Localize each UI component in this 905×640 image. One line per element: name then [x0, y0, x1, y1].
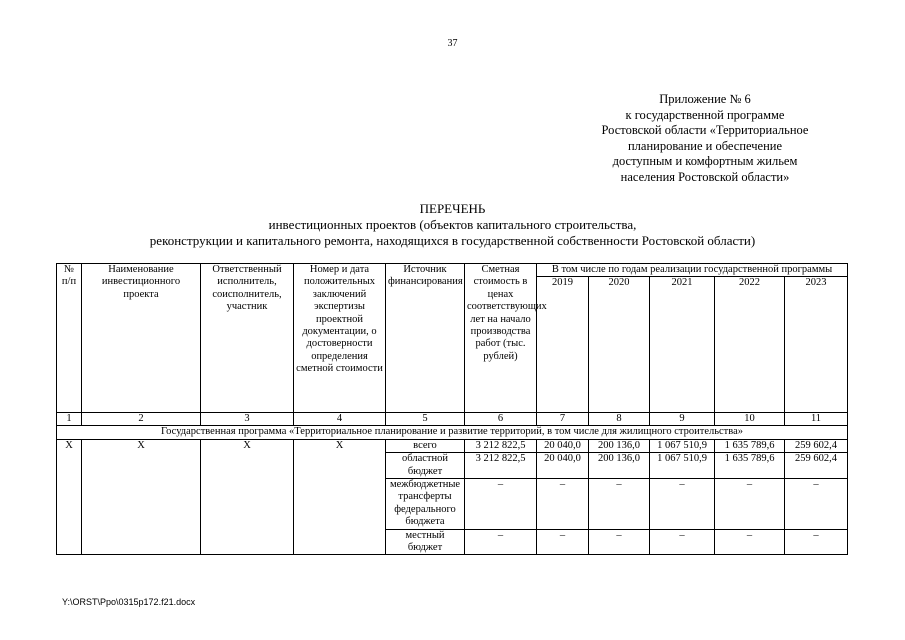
column-number: 5	[386, 413, 465, 426]
header-funding-source: Источник финансирования	[386, 264, 465, 413]
header-executor: Ответственный исполнитель, соисполнитель, участник	[201, 264, 294, 413]
funding-source-cell: областной бюджет	[386, 453, 465, 479]
column-numbers-row	[57, 413, 848, 426]
total-cost-cell: 3 212 822,5	[465, 453, 537, 479]
appendix-line: населения Ростовской области»	[620, 169, 790, 184]
year-value-cell: –	[715, 529, 785, 555]
row-number-cell: Х	[57, 439, 82, 555]
year-value-cell: 1 067 510,9	[650, 453, 715, 479]
investment-projects-table	[56, 263, 848, 555]
table-row	[57, 439, 848, 452]
header-row-1	[57, 264, 848, 277]
header-years-group: В том числе по годам реализации государственной программы	[537, 264, 848, 277]
appendix-line: Приложение № 6	[659, 92, 751, 106]
column-number: 4	[294, 413, 386, 426]
column-number: 6	[465, 413, 537, 426]
header-year: 2021	[650, 277, 715, 413]
funding-source-cell: всего	[386, 439, 465, 452]
expertise-cell: Х	[294, 439, 386, 555]
document-title	[0, 201, 905, 249]
year-value-cell: –	[537, 529, 589, 555]
column-number: 9	[650, 413, 715, 426]
appendix-line: доступным и комфортным жильем	[612, 154, 798, 168]
year-value-cell: –	[589, 529, 650, 555]
appendix-line: Ростовской области «Территориальное	[601, 123, 809, 137]
year-value-cell: –	[785, 529, 848, 555]
title-line: реконструкции и капитального ремонта, находящихся в государственной собственности Ростовской области)	[149, 233, 756, 248]
total-cost-cell: –	[465, 529, 537, 555]
funding-source-cell: межбюджетные трансферты федерального бюджета	[386, 479, 465, 530]
column-number: 8	[589, 413, 650, 426]
header-project-name: Наименование инвестиционного проекта	[82, 264, 201, 413]
project-name-cell: Х	[82, 439, 201, 555]
section-title: Государственная программа «Территориальное планирование и развитие территорий, в том числе для жилищного строительства»	[57, 426, 848, 439]
column-number: 1	[57, 413, 82, 426]
title-line: инвестиционных проектов (объектов капитального строительства,	[268, 217, 637, 232]
year-value-cell: –	[650, 479, 715, 530]
column-number: 7	[537, 413, 589, 426]
header-year: 2022	[715, 277, 785, 413]
header-year: 2019	[537, 277, 589, 413]
column-number: 2	[82, 413, 201, 426]
header-year: 2020	[589, 277, 650, 413]
section-row	[57, 426, 848, 439]
column-number: 3	[201, 413, 294, 426]
executor-cell: Х	[201, 439, 294, 555]
total-cost-cell: –	[465, 479, 537, 530]
year-value-cell: –	[785, 479, 848, 530]
header-number: № п/п	[57, 264, 82, 413]
footer-file-path: Y:\ORST\Ppo\0315p172.f21.docx	[62, 597, 196, 607]
year-value-cell: –	[715, 479, 785, 530]
title-heading: ПЕРЕЧЕНЬ	[419, 201, 486, 216]
year-value-cell: 1 635 789,6	[715, 439, 785, 452]
year-value-cell: 1 067 510,9	[650, 439, 715, 452]
year-value-cell: –	[650, 529, 715, 555]
header-estimated-cost: Сметная стоимость в ценах соответствующих лет на начало производства работ (тыс. рублей)	[465, 264, 537, 413]
year-value-cell: 259 602,4	[785, 453, 848, 479]
page-number: 37	[447, 38, 458, 49]
year-value-cell: –	[589, 479, 650, 530]
year-value-cell: 200 136,0	[589, 453, 650, 479]
column-number: 11	[785, 413, 848, 426]
appendix-note	[540, 92, 870, 185]
appendix-line: к государственной программе	[625, 107, 785, 122]
year-value-cell: 20 040,0	[537, 453, 589, 479]
total-cost-cell: 3 212 822,5	[465, 439, 537, 452]
header-year: 2023	[785, 277, 848, 413]
year-value-cell: 259 602,4	[785, 439, 848, 452]
year-value-cell: 200 136,0	[589, 439, 650, 452]
year-value-cell: 1 635 789,6	[715, 453, 785, 479]
column-number: 10	[715, 413, 785, 426]
funding-source-cell: местный бюджет	[386, 529, 465, 555]
header-expertise: Номер и дата положительных заключений экспертизы проектной документации, о достоверности определения сметной стоимости	[294, 264, 386, 413]
year-value-cell: 20 040,0	[537, 439, 589, 452]
appendix-line: планирование и обеспечение	[627, 138, 783, 153]
year-value-cell: –	[537, 479, 589, 530]
